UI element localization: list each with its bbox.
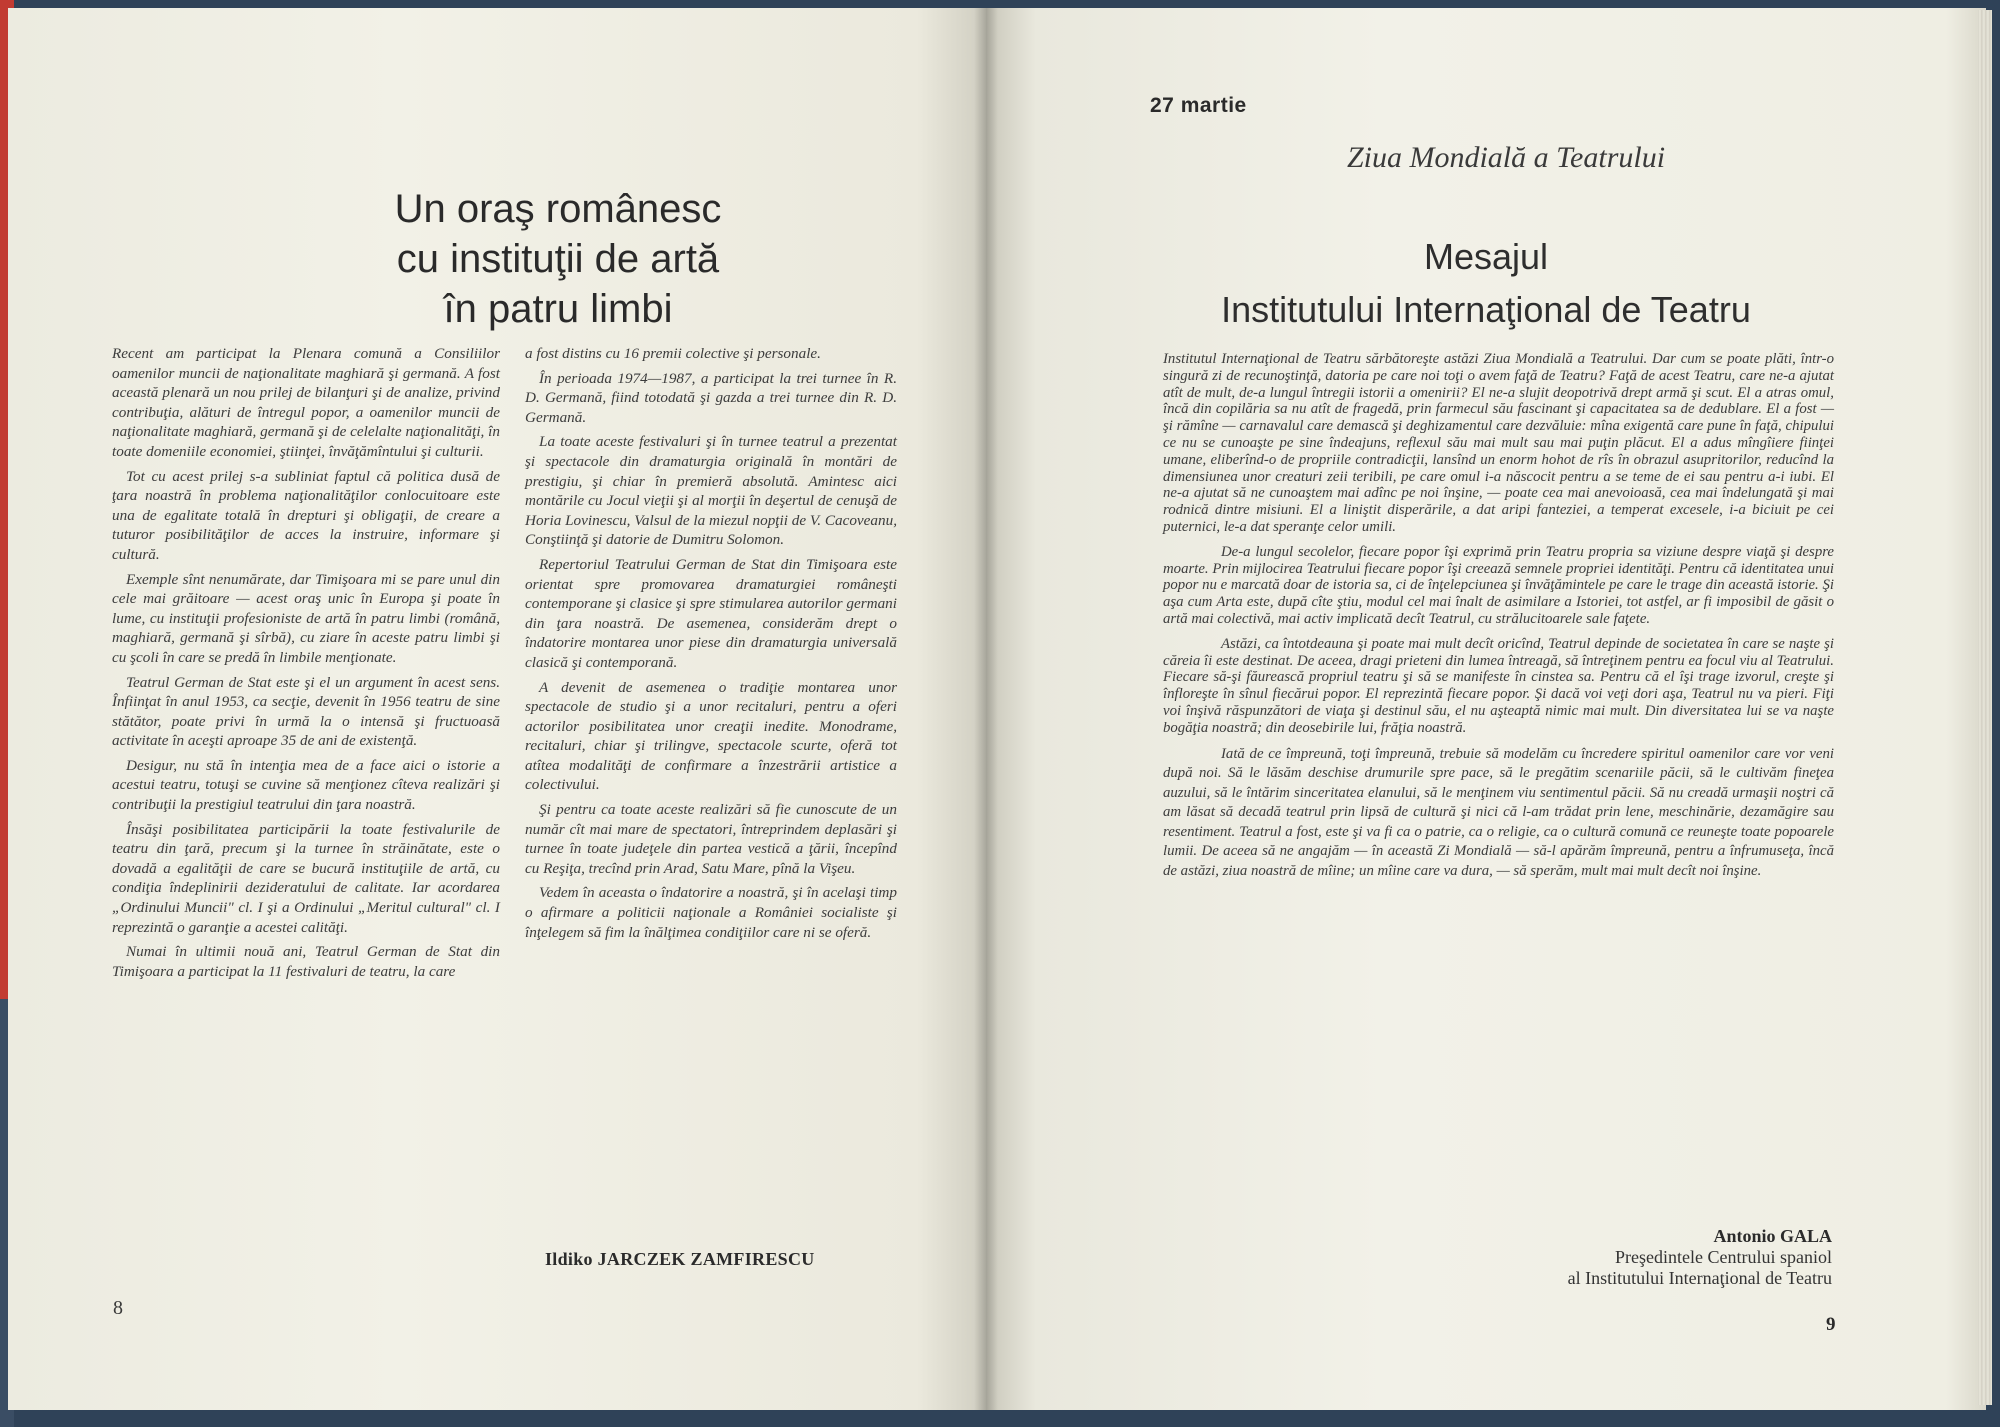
- title-line: cu instituţii de artă: [396, 237, 720, 281]
- date-heading: 27 martie: [1150, 94, 1247, 117]
- title-line: Mesajul: [1423, 236, 1549, 277]
- signature-name: Antonio GALA: [1713, 1226, 1832, 1246]
- article-column-2: [525, 344, 897, 947]
- paragraph: Repertoriul Teatrului German de Stat din Timişoara este orientat spre promovarea dramaturgiei româneşti contemporane şi clasice şi spre stimularea autorilor germani din ţara noastră. De asemenea, considerăm drept o îndatorire montarea unor piese din dramaturgia universală clasică şi contemporană.: [525, 555, 897, 671]
- role-line: al Institutului Internaţional de Teatru: [1567, 1268, 1832, 1288]
- paragraph: Exemple sînt nenumărate, dar Timişoara mi se pare unul din cele mai grăitoare — acest oraş unic în Europa şi poate în lume, cu instituţii profesioniste de artă în patru limbi (română, maghiară, germană şi sîrbă), cu ziare în aceste patru limbi şi cu şcoli în care se predă în limbile menţionate.: [112, 570, 500, 666]
- event-subtitle: Ziua Mondială a Teatrului: [1346, 141, 1666, 174]
- title-line: în patru limbi: [443, 287, 673, 331]
- paragraph: Numai în ultimii nouă ani, Teatrul German de Stat din Timişoara a participat la 11 festivaluri de teatru, la care: [112, 943, 500, 980]
- paragraph: La toate aceste festivaluri şi în turnee teatrul a prezentat şi spectacole din dramaturgia originală în montări de prestigiu, şi chiar în premieră absolută. Amintesc aici montările cu Jocul vieţii şi al morţii în deşertul de cenuşă de Horia Lovinescu, Valsul de la miezul nopţii de V. Cacoveanu, Conştiinţă şi datorie de Dumitru Solomon.: [525, 433, 897, 549]
- paragraph: Teatrul German de Stat este şi el un argument în acest sens. Înfiinţat în anul 1953, ca secţie, devenit în 1956 teatru de sine stătător, poate privi în urmă la o intensă şi fructuoasă activitate în aceşti aproape 35 de ani de existenţă.: [112, 673, 500, 750]
- paragraph: În perioada 1974—1987, a participat la trei turnee în R. D. Germană, fiind totodată şi gazda a trei turnee din R. D. Germană.: [525, 369, 897, 426]
- article-author: Ildiko JARCZEK ZAMFIRESCU: [545, 1249, 815, 1269]
- paragraph: Tot cu acest prilej s-a subliniat faptul că politica dusă de ţara noastră în problema naţionalităţilor conlocuitoare este una de egalitate totală în drepturi şi obligaţii, de creare a tuturor posibilităţilor de acces la instruire, informare şi cultură.: [112, 467, 500, 563]
- paragraph: a fost distins cu 16 premii colective şi personale.: [525, 345, 821, 362]
- page-number: 8: [113, 1297, 123, 1319]
- page-number: 9: [1826, 1314, 1836, 1335]
- title-line: Un oraş românesc: [394, 187, 722, 231]
- left-page: [8, 8, 986, 1410]
- paragraph: Institutul Internaţional de Teatru sărbătoreşte astăzi Ziua Mondială a Teatrului. Dar cum se poate plăti, într-o singură zi de recunoştinţă, datoria pe care noi toţi o avem faţă de Teatru? Faţă de acest Teatru, care ne-a ajutat atît de mult, de-a lungul întregii istorii a omenirii? El ne-a slujit deopotrivă drept armă şi scut. El a atras omul, încă din copilăria sa nu atît de fragedă, prin farmecul său fascinant şi capacitatea sa de dedublare. El a fost — şi rămîne — carnavalul care demască şi deghizamentul care dezvăluie: mîna exigentă care pune în faţă, chipului ce nu se cunoaşte pe sine îndeajuns, reflexul său mai mult sau mai puţin plăcut. El a adus mîngîiere fiinţei umane, eliberînd-o de propriile contradicţii, lansînd un enorm hohot de rîs în obrazul asupritorilor, reducînd la dimensiunea unor creaturi zeii teribili, pe care omul i-a născocit pentru a se teme de ei sau pentru a-i iubi. El ne-a ajutat să ne cunoaştem mai adînc pe noi înşine, — poate cea mai anevoioasă, cea mai îndelungată şi mai rodnică dintre misiuni. El a liniştit disperările, a dat aripi fanteziei, a temperat excesele, i-a biciuit pe cei puternici, le-a dat speranţe celor umili.: [1163, 351, 1834, 535]
- right-page: [986, 8, 1986, 1410]
- message-title: [1136, 230, 1836, 336]
- paragraph: Desigur, nu stă în intenţia mea de a face aici o istorie a acestui teatru, totuşi se cuvine să menţionez cîteva realizări şi contribuţii la prestigiul teatrului din ţara noastră.: [112, 756, 500, 814]
- paragraph: Vedem în aceasta o îndatorire a noastră, şi în acelaşi timp o afirmare a politicii naţionale a României socialiste şi înţelegem să fim la înălţimea condiţiilor care ni se oferă.: [525, 884, 897, 941]
- paragraph: De-a lungul secolelor, fiecare popor îşi exprimă prin Teatru propria sa viziune despre viaţă şi despre moarte. Prin mijlocirea Teatrului fiecare popor îşi creează semnele propriei identităţi. Pentru că identitatea unui popor nu e marcată doar de istoria sa, ci de înţelepciunea şi învăţămintele pe care le trage din această istorie. Şi aşa cum Arta este, după cîte ştiu, modul cel mai înalt de asimilare a Istoriei, tot astfel, ar fi imposibil de găsit o artă mai colectivă, mai activ implicată decît Teatrul, cu strălucitoarele sale faţete.: [1163, 543, 1834, 627]
- paragraph: Însăşi posibilitatea participării la toate festivalurile de teatru din ţară, precum şi la turnee în străinătate, este o dovadă a egalităţii de care se bucură instituţiile de artă, cu condiţia îndeplinirii dezideratului de calitate. Iar acordarea „Ordinului Muncii" cl. I şi a Ordinului „Meritul cultural" cl. I reprezintă o garanţie a acestei calităţi.: [112, 820, 500, 936]
- book-gutter: [974, 8, 998, 1410]
- article-title: [308, 184, 808, 334]
- title-line: Institutului Internaţional de Teatru: [1221, 289, 1751, 330]
- paragraph: Şi pentru ca toate aceste realizări să fie cunoscute de un număr cît mai mare de spectatori, întreprindem deplasări şi turnee în toate judeţele din partea vestică a ţării, începînd cu Reşiţa, trecînd prin Arad, Satu Mare, pînă la Vişeu.: [525, 801, 897, 877]
- paragraph: Astăzi, ca întotdeauna şi poate mai mult decît oricînd, Teatrul depinde de societatea în care se naşte şi căreia îi este destinat. De aceea, dragi prieteni din lumea întreagă, să întreţinem pentru ea focul viu al Teatrului. Fiecare să-şi făurească propriul teatru şi să se manifeste în cinstea sa. Pentru că el îşi trage izvorul, creşte şi înfloreşte în sînul fiecărui popor. El reprezintă fiecare popor. Şi dacă voi veţi dori aşa, Teatrul nu va pieri. Fiţi voi înşivă răspunzători de viaţa şi destinul său, el nu aşteaptă nimic mai mult. Din diversitatea lui se va naşte bogăţia noastră; din deosebirile lui, frăţia noastră.: [1163, 635, 1834, 736]
- paragraph: Recent am participat la Plenara comună a Consiliilor oamenilor muncii de naţionalitate maghiară şi germană. A fost această plenară un nou prilej de bilanţuri şi de analize, privind contribuţia, alături de întregul popor, a oamenilor muncii de naţionalitate maghiară, germană şi de celelalte naţionalităţi, în toate domeniile economiei, ştiinţei, învăţămîntului şi culturii.: [112, 345, 500, 460]
- paragraph: Iată de ce împreună, toţi împreună, trebuie să modelăm cu încredere spiritul oamenilor care vor veni după noi. Să le lăsăm deschise drumurile spre pace, să le pregătim scenariile păcii, să le cultivăm fineţea auzului, să le întărim sinceritatea elanului, să le menţinem viu sentimentul păcii. Să nu creadă urmaşii noştri că am lăsat să decadă teatrul prin lipsă de cultură şi nici că l-am trădat prin lene, meschinărie, dezamăgire sau resentiment. Teatrul a fost, este şi va fi ca o patrie, ca o religie, ca o cultură comună ce reuneşte toate popoarele lumii. De aceea să ne angajăm — în această Zi Mondială — să-l apărăm împreună, pentru a înfrumuseţa, încă de astăzi, ziua noastră de mîine; un mîine care va dura, — să sperăm, mult mai mult decît noi înşine.: [1163, 745, 1834, 879]
- signature-role: [1426, 1247, 1832, 1289]
- paragraph: A devenit de asemenea o tradiţie montarea unor spectacole de studio şi a unor recitaluri, pentru a oferi actorilor posibilitatea unor creaţii inedite. Monodrame, recitaluri, chiar şi trilingve, spectacole scurte, oferă tot atîtea modalităţi de confirmare a înzestrării artistice a colectivului.: [525, 678, 897, 794]
- article-column-1: [112, 344, 500, 986]
- role-line: Preşedintele Centrului spaniol: [1615, 1247, 1832, 1267]
- message-body: [1163, 351, 1834, 889]
- page-stack-edge: [1978, 10, 1992, 1405]
